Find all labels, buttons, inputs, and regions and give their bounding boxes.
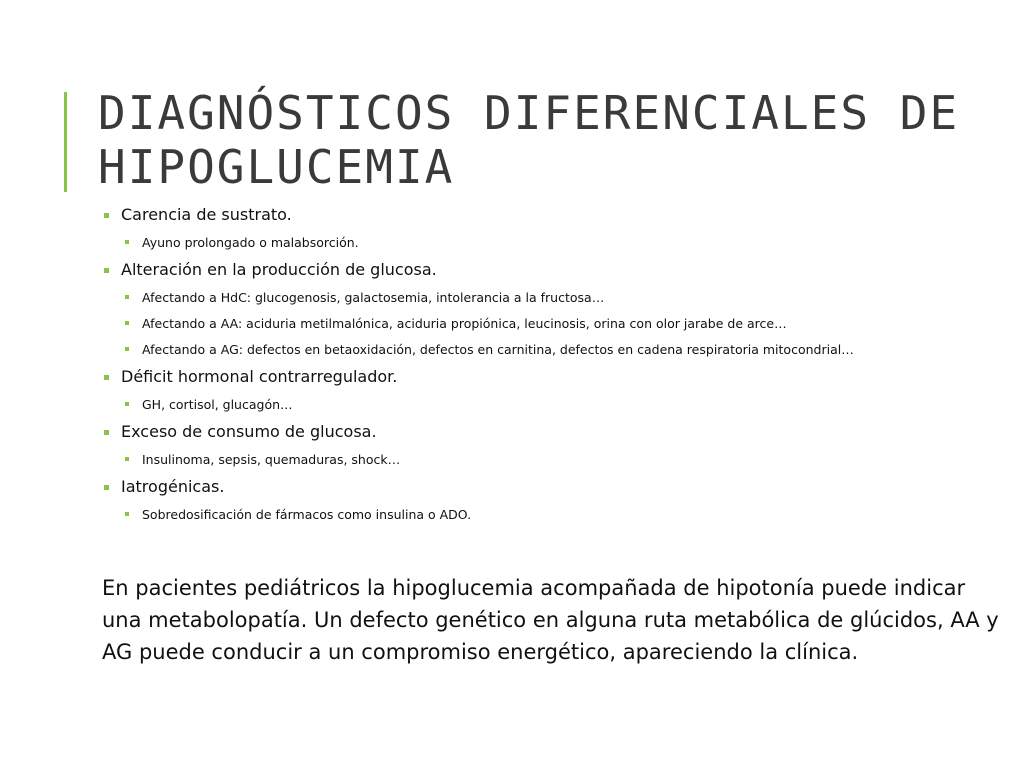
bullet-square-icon xyxy=(125,321,129,325)
bullet-square-icon xyxy=(125,295,129,299)
sub-bullet-text: GH, cortisol, glucagón… xyxy=(142,397,293,412)
sub-bullet-item xyxy=(125,396,1004,414)
bullet-square-icon xyxy=(125,347,129,351)
bullet-square-icon xyxy=(104,213,109,218)
bullet-square-icon xyxy=(125,402,129,406)
sub-bullet-item xyxy=(125,289,1004,307)
title-accent-bar xyxy=(64,92,67,192)
bullet-square-icon xyxy=(125,457,129,461)
bullet-text: Carencia de sustrato. xyxy=(121,205,292,224)
bullet-square-icon xyxy=(125,512,129,516)
sub-bullet-item xyxy=(125,451,1004,469)
bullet-square-icon xyxy=(104,268,109,273)
sub-bullet-item xyxy=(125,234,1004,252)
sub-bullet-item xyxy=(125,315,1004,333)
bullet-item xyxy=(104,366,1004,388)
sub-bullet-item xyxy=(125,341,1004,359)
bullet-item xyxy=(104,476,1004,498)
sub-bullet-item xyxy=(125,506,1004,524)
bullet-item xyxy=(104,204,1004,226)
bullet-square-icon xyxy=(104,430,109,435)
bullet-square-icon xyxy=(104,375,109,380)
slide-title: DIAGNÓSTICOS DIFERENCIALES DE HIPOGLUCEMIA xyxy=(98,86,960,194)
sub-bullet-text: Ayuno prolongado o malabsorción. xyxy=(142,235,359,250)
bullet-text: Iatrogénicas. xyxy=(121,477,225,496)
sub-bullet-text: Afectando a HdC: glucogenosis, galactosemia, intolerancia a la fructosa… xyxy=(142,290,605,305)
bullet-item xyxy=(104,421,1004,443)
bullet-item xyxy=(104,259,1004,281)
bullet-text: Déficit hormonal contrarregulador. xyxy=(121,367,398,386)
sub-bullet-text: Insulinoma, sepsis, quemaduras, shock… xyxy=(142,452,401,467)
bullet-text: Exceso de consumo de glucosa. xyxy=(121,422,377,441)
bullet-square-icon xyxy=(104,485,109,490)
sub-bullet-text: Sobredosificación de fármacos como insulina o ADO. xyxy=(142,507,472,522)
sub-bullet-text: Afectando a AG: defectos en betaoxidación, defectos en carnitina, defectos en cadena respiratoria mitocondrial… xyxy=(142,342,854,357)
bullet-square-icon xyxy=(125,240,129,244)
summary-paragraph: En pacientes pediátricos la hipoglucemia acompañada de hipotonía puede indicar una metabolopatía. Un defecto genético en alguna ruta metabólica de glúcidos, AA y AG puede conducir a un compromiso energético, apareciendo la clínica. xyxy=(102,576,999,664)
bullet-list xyxy=(104,204,1004,524)
sub-bullet-text: Afectando a AA: aciduria metilmalónica, aciduria propiónica, leucinosis, orina con olor jarabe de arce… xyxy=(142,316,787,331)
bullet-text: Alteración en la producción de glucosa. xyxy=(121,260,437,279)
